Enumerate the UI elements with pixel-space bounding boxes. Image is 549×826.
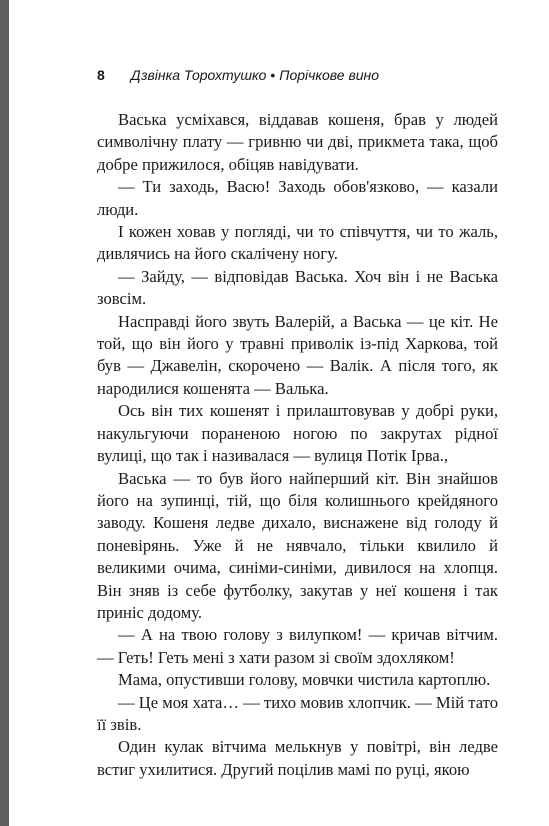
paragraph: Васька — то був його найперший кіт. Він знайшов його на зупинці, тій, що біля колишнього крейдяного заводу. Кошеня ледве дихало, виснажене від голоду й поневірянь. Уже й не нявчало, тільки квилило й великими очима, синіми-синіми, дивилося на хлопця. Він зняв із себе футболку, закутав у неї кошеня і так приніс додому. (97, 468, 498, 622)
body-text (97, 109, 498, 781)
running-head (97, 67, 379, 83)
paragraph: — Ти заходь, Васю! Заходь обов'язково, — казали люди. (97, 177, 498, 219)
book-title: Порічкове вино (279, 67, 380, 83)
paragraph: Мама, опустивши голову, мовчки чистила картоплю. (118, 670, 491, 690)
paragraph: — Це моя хата… — тихо мовив хлопчик. — Мій тато її звів. (97, 692, 498, 734)
paragraph: — Зайду, — відповідав Васька. Хоч він і не Васька зовсім. (97, 266, 498, 309)
paragraph: — А на твою голову з вилупком! — кричав вітчим. — Геть! Геть мені з хати разом зі своїм здохляком! (97, 625, 498, 667)
book-page (9, 0, 549, 826)
paragraph: Ось він тих кошенят і прилаштовував у добрі руки, накульгуючи пораненою ногою по закрутах рідної вулиці, що так і називалася — вулиця Потік Ірва., (97, 401, 498, 466)
page-number: 8 (97, 67, 105, 83)
paragraph: Насправді його звуть Валерій, а Васька — це кіт. Не той, що він його у травні приволік із-під Харкова, той був — Джавелін, скорочено — Валік. А після того, як народилися кошенята — Валька. (97, 311, 498, 398)
author-name: Дзвінка Торохтушко (130, 67, 267, 83)
header-separator: • (270, 67, 276, 83)
paragraph: Один кулак вітчима мелькнув у повітрі, він ледве встиг ухилитися. Другий поцілив мамі по руці, якою (97, 737, 498, 779)
paragraph: І кожен ховав у погляді, чи то співчуття, чи то жаль, дивлячись на його скалічену ногу. (97, 222, 498, 264)
book-spine-shadow (0, 0, 9, 826)
paragraph: Васька усміхався, віддавав кошеня, брав у людей символічну плату — гривню чи дві, прикмета така, щоб добре прижилося, обіцяв навідувати. (97, 110, 498, 174)
